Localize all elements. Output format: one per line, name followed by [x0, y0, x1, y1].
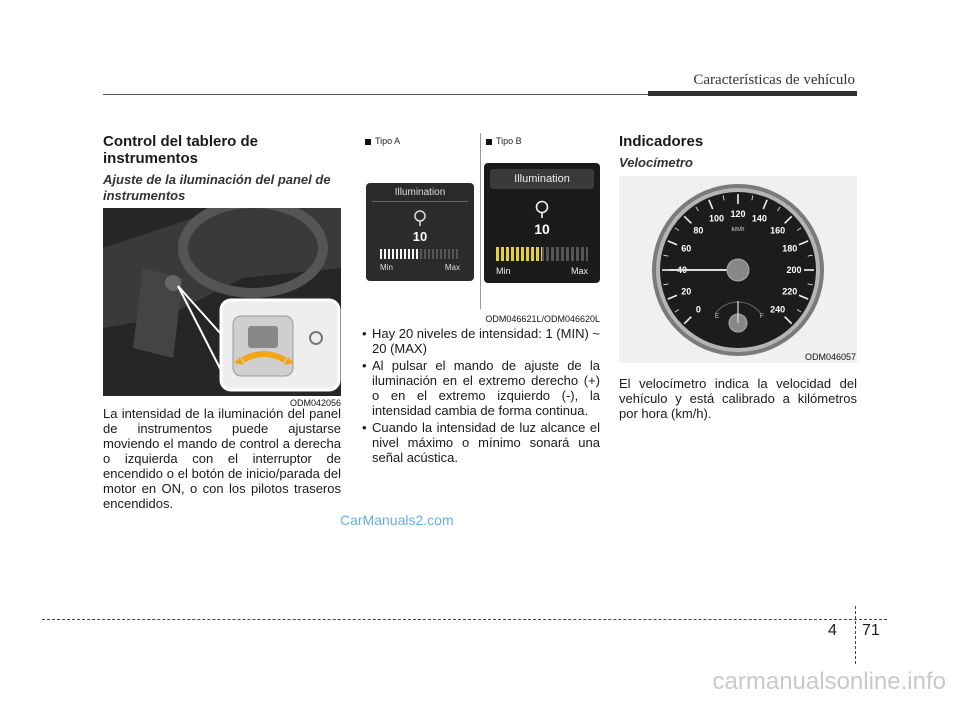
type-a-display-title: Illumination — [394, 187, 446, 198]
type-a-level-fill — [380, 249, 420, 259]
col2-bullet-list — [360, 326, 600, 467]
footer-dashed-rule — [42, 619, 887, 620]
gauge-tick-label: 180 — [782, 243, 798, 254]
section-heading-control: Control del tablero de instrumentos — [103, 133, 259, 167]
gauge-tick-label: 140 — [751, 213, 767, 224]
gauge-tick-label: 100 — [709, 213, 725, 224]
gauge-tick-label: 220 — [782, 286, 798, 297]
col3-body-text: El velocímetro indica la velocidad del vehículo y está calibrado a kilómetros por hora (km/h). — [619, 376, 857, 421]
col1-body-text: La intensidad de la iluminación del panel de instrumentos puede ajustarse moviendo el mando de control a derecha o izquierda con el interruptor de encendido o el botón de inicio/parada del motor en ON, o con los pilotos traseros encendidos. — [103, 406, 341, 511]
type-a-label: Tipo A — [365, 136, 400, 146]
section-heading-indicators: Indicadores — [619, 133, 704, 150]
speedometer-figure — [619, 176, 857, 363]
type-a-min-label: Min — [380, 263, 393, 272]
type-b-display-title: Illumination — [514, 173, 570, 185]
subsection-heading-illumination: Ajuste de la iluminación del panel de instrumentos — [103, 172, 331, 203]
gauge-unit-label: km/h — [731, 227, 745, 233]
fuel-f-label: F — [760, 314, 764, 320]
dashboard-photo — [103, 208, 341, 396]
fuel-e-label: E — [715, 314, 720, 320]
needle-hub — [727, 259, 749, 281]
speedometer-gauge — [619, 176, 857, 363]
gauge-tick-label: 80 — [693, 225, 704, 236]
bullet-levels: • Hay 20 niveles de intensidad: 1 (MIN) ~ 20 (MAX) — [360, 326, 600, 356]
type-b-level-value: 10 — [534, 221, 550, 237]
type-b-level-fill — [496, 247, 542, 261]
gauge-tick-label: 120 — [730, 209, 746, 219]
illumination-icon — [531, 199, 553, 219]
figure-divider — [480, 133, 481, 309]
gauge-tick-label: 200 — [786, 265, 802, 275]
square-bullet-icon — [365, 139, 371, 145]
type-b-display — [484, 163, 600, 283]
type-a-display — [366, 183, 474, 281]
square-bullet-icon — [486, 139, 492, 145]
page-number: 71 — [862, 622, 880, 639]
bullet-beep: • Cuando la intensidad de luz alcance el nivel máximo o mínimo sonará una señal acústica. — [360, 420, 600, 465]
type-a-max-label: Max — [444, 263, 460, 272]
type-a-level-bar — [380, 249, 460, 259]
type-b-label: Tipo B — [486, 136, 522, 146]
running-header: Características de vehículo — [693, 72, 855, 88]
illumination-figure — [360, 133, 600, 313]
watermark-carmanualsonline: carmanualsonline.info — [712, 668, 946, 695]
chapter-number: 4 — [828, 622, 837, 639]
watermark-carmanuals2: CarManuals2.com — [340, 512, 454, 528]
type-b-max-label: Max — [570, 266, 588, 276]
footer-vertical-dash — [855, 606, 856, 664]
figure-caption-odm046057: ODM046057 — [804, 352, 856, 362]
type-b-level-bar — [496, 247, 588, 261]
gauge-tick-label: 40 — [676, 265, 688, 275]
header-bar — [648, 91, 857, 96]
type-b-min-label: Min — [496, 266, 511, 276]
type-a-level-value: 10 — [412, 229, 428, 244]
gauge-tick-label: 240 — [770, 304, 786, 315]
gauge-tick-label: 60 — [681, 243, 692, 254]
figure-caption-odm046621l: ODM046621L/ODM046620L — [485, 314, 600, 324]
illumination-icon — [410, 209, 430, 227]
gauge-tick-label: 0 — [695, 304, 701, 315]
gauge-tick-label: 160 — [770, 225, 786, 236]
subsection-heading-speedometer: Velocímetro — [619, 155, 693, 170]
figure-caption-odm042056: ODM042056 — [289, 398, 341, 408]
gauge-tick-label: 20 — [681, 286, 692, 297]
dashboard-illustration — [103, 208, 341, 396]
bullet-press-control: • Al pulsar el mando de ajuste de la iluminación en el extremo derecho (+) o en el extremo izquierdo (-), la intensidad cambia de forma continua. — [360, 358, 600, 418]
